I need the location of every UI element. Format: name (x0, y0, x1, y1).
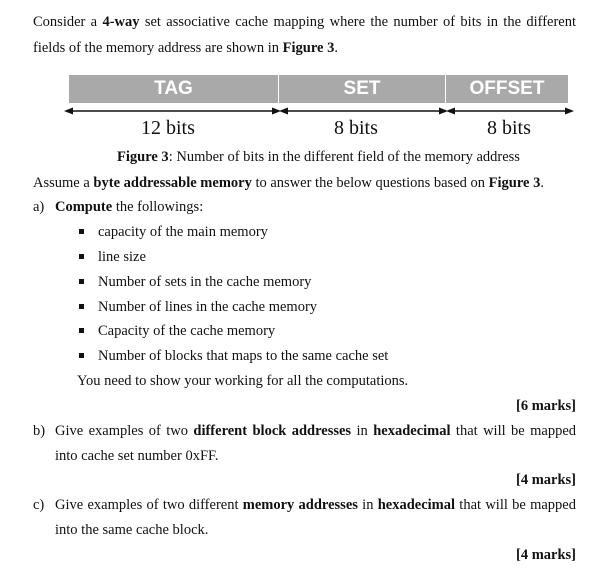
list-item: Number of sets in the cache memory (98, 274, 312, 290)
question-a-label: a) (33, 199, 45, 215)
marks-b: [4 marks] (515, 472, 576, 488)
field-width-arrows (64, 104, 574, 118)
list-item: Number of blocks that maps to the same cache set (98, 348, 389, 364)
intro-line-2: fields of the memory address are shown in Figure 3. (33, 40, 338, 56)
figure-caption: Figure 3: Number of bits in the different field of the memory address (117, 149, 520, 165)
list-item: Capacity of the cache memory (98, 323, 276, 339)
bullet-icon (79, 328, 84, 333)
tag-field: TAG (154, 78, 193, 99)
way-emphasis: 4-way (102, 14, 140, 30)
set-bits: 8 bits (334, 117, 378, 139)
address-fields-bar (69, 75, 568, 103)
figure-ref: Figure 3 (282, 40, 335, 56)
tag-bits: 12 bits (141, 117, 195, 139)
question-c-label: c) (33, 497, 45, 513)
question-a-text: Compute the followings: (55, 199, 204, 215)
question-b-line-1: Give examples of two different block addresses in hexadecimal that will be mapped (55, 423, 577, 439)
marks-a: [6 marks] (515, 398, 576, 414)
question-c-line-2: into the same cache block. (55, 522, 209, 538)
question-c-line-1: Give examples of two different memory addresses in hexadecimal that will be mapped (55, 497, 576, 513)
list-item: capacity of the main memory (98, 224, 268, 240)
list-item: Number of lines in the cache memory (98, 299, 318, 315)
question-b-line-2: into cache set number 0xFF. (55, 448, 219, 464)
question-b-label: b) (33, 423, 46, 439)
working-note: You need to show your working for all the computations. (77, 373, 409, 389)
intro-line-1: Consider a 4-way set associative cache mapping where the number of bits in the different (33, 14, 577, 30)
offset-field: OFFSET (445, 75, 568, 103)
bullet-icon (79, 279, 84, 284)
marks-c: [4 marks] (515, 547, 576, 563)
offset-bits: 8 bits (487, 117, 531, 139)
set-field: SET (278, 75, 445, 103)
bullet-icon (79, 353, 84, 358)
list-item: line size (98, 249, 146, 265)
assume-line: Assume a byte addressable memory to answer the below questions based on Figure 3. (33, 175, 544, 191)
bullet-icon (79, 229, 84, 234)
bullet-icon (79, 254, 84, 259)
bullet-icon (79, 304, 84, 309)
